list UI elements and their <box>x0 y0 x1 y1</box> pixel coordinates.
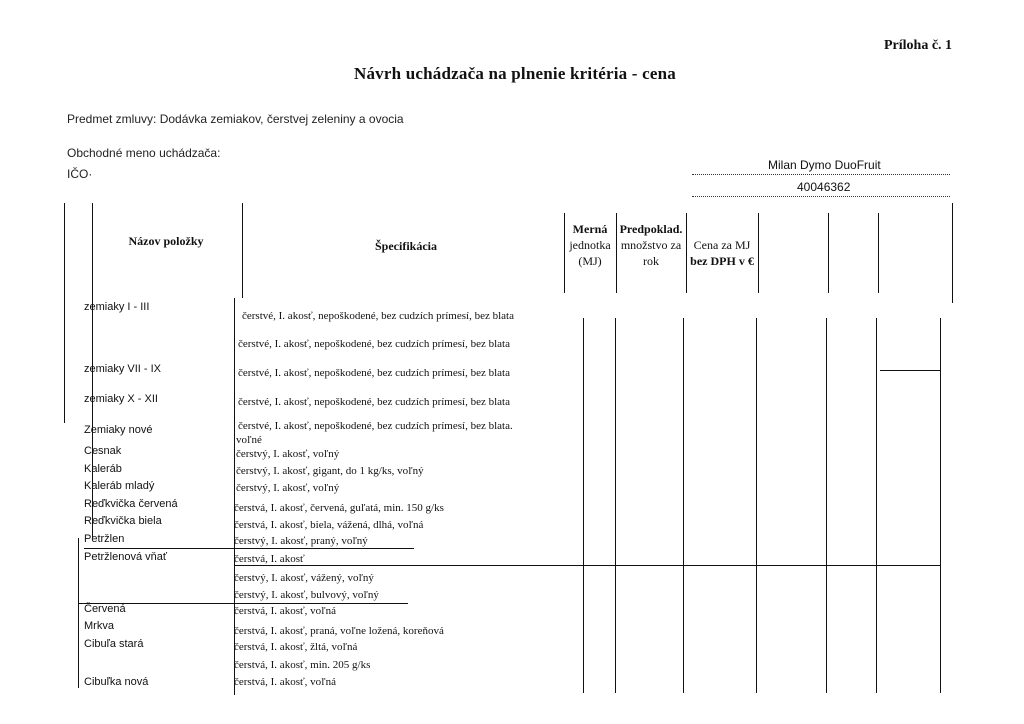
column-header-spec: Špecifikácia <box>375 239 437 253</box>
item-name: Cibuľa stará <box>84 638 144 650</box>
item-name: Zemiaky nové <box>84 424 153 436</box>
bidder-name-value: Milan Dymo DuoFruit <box>768 158 881 172</box>
item-name: Cibuľka nová <box>84 676 149 688</box>
column-header-unit <box>564 221 616 269</box>
column-header-quantity-line: rok <box>643 254 659 268</box>
page-title: Návrh uchádzača na plnenie kritéria - cena <box>354 64 676 83</box>
item-name: Mrkva <box>84 620 114 632</box>
table-line <box>583 318 584 693</box>
item-name: Petržlenová vňať <box>84 551 168 563</box>
table-line <box>242 203 243 298</box>
column-header-name: Názov položky <box>128 234 204 248</box>
item-spec: čerstvý, I. akosť, voľný <box>236 448 340 460</box>
column-header-price-line: Cena za MJ <box>693 238 751 252</box>
bidder-name-label: Obchodné meno uchádzača: <box>67 146 221 160</box>
column-header-price-line: bez DPH v € <box>690 254 754 268</box>
item-name: Kaleráb <box>84 463 122 475</box>
item-name: Petržlen <box>84 533 125 545</box>
table-line <box>615 318 616 693</box>
ico-value: 40046362 <box>797 180 851 194</box>
item-name: zemiaky VII - IX <box>84 363 162 375</box>
column-header-quantity-line: množstvo za <box>620 238 682 252</box>
item-spec: čerstvá, I. akosť <box>234 553 305 565</box>
table-line <box>78 538 79 688</box>
table-line <box>78 603 408 604</box>
table-line <box>952 203 953 303</box>
table-line <box>940 318 941 693</box>
item-spec: čerstvé, I. akosť, nepoškodené, bez cudzích prímesí, bez blata <box>238 396 510 408</box>
item-name: Reďkvička biela <box>84 515 162 527</box>
column-header-price <box>686 237 758 269</box>
column-header-unit-line: Merná <box>572 222 608 236</box>
item-spec: čerstvé, I. akosť, nepoškodené, bez cudzích prímesí, bez blata. <box>238 420 513 432</box>
item-spec: čerstvé, I. akosť, nepoškodené, bez cudzích prímesí, bez blata <box>238 338 510 350</box>
item-name: Reďkvička červená <box>84 498 178 510</box>
column-header-unit-line: jednotka <box>569 238 611 252</box>
item-spec: čerstvý, I. akosť, gigant, do 1 kg/ks, voľný <box>236 465 424 477</box>
item-name: Cesnak <box>84 445 122 457</box>
table-line <box>828 213 829 293</box>
item-name: zemiaky I - III <box>84 301 150 313</box>
item-spec: čerstvá, I. akosť, žltá, voľná <box>234 641 358 653</box>
item-spec: čerstvá, I. akosť, voľná <box>234 605 337 617</box>
item-spec: čerstvý, I. akosť, bulvový, voľný <box>234 589 379 601</box>
table-line <box>880 370 940 371</box>
item-spec: voľné <box>236 434 262 446</box>
item-spec: čerstvý, I. akosť, praný, voľný <box>234 535 368 547</box>
item-spec: čerstvá, I. akosť, biela, vážená, dlhá, voľná <box>234 519 424 531</box>
table-line <box>683 318 684 693</box>
item-spec: čerstvá, I. akosť, praná, voľne ložená, koreňová <box>234 625 444 637</box>
item-spec: čerstvá, I. akosť, voľná <box>234 676 337 688</box>
item-spec: čerstvá, I. akosť, min. 205 g/ks <box>234 659 371 671</box>
item-spec: čerstvá, I. akosť, červená, guľatá, min. 150 g/ks <box>234 502 444 514</box>
item-name: Kaleráb mladý <box>84 480 155 492</box>
item-name: Červená <box>84 603 126 615</box>
item-spec: čerstvý, I. akosť, voľný <box>236 482 340 494</box>
ico-label: IČO· <box>67 167 93 181</box>
item-spec: čerstvý, I. akosť, vážený, voľný <box>234 572 374 584</box>
table-line <box>876 318 877 693</box>
item-spec: čerstvé, I. akosť, nepoškodené, bez cudzích prímesí, bez blata <box>242 310 514 322</box>
table-line <box>758 213 759 293</box>
column-header-unit-line: (MJ) <box>578 254 602 268</box>
bidder-dotted-line <box>692 174 950 175</box>
contract-subject: Predmet zmluvy: Dodávka zemiakov, čerstvej zeleniny a ovocia <box>67 112 404 126</box>
item-name: zemiaky X - XII <box>84 393 158 405</box>
annex-label: Príloha č. 1 <box>884 38 953 53</box>
table-line <box>234 565 940 566</box>
table-line <box>84 548 414 549</box>
item-spec: čerstvé, I. akosť, nepoškodené, bez cudzích prímesí, bez blata <box>238 367 510 379</box>
table-line <box>878 213 879 293</box>
column-header-quantity <box>616 221 686 269</box>
table-line <box>64 203 65 423</box>
column-header-quantity-line: Predpoklad. <box>619 222 683 236</box>
table-line <box>756 318 757 693</box>
ico-dotted-line <box>692 196 950 197</box>
table-line <box>826 318 827 693</box>
